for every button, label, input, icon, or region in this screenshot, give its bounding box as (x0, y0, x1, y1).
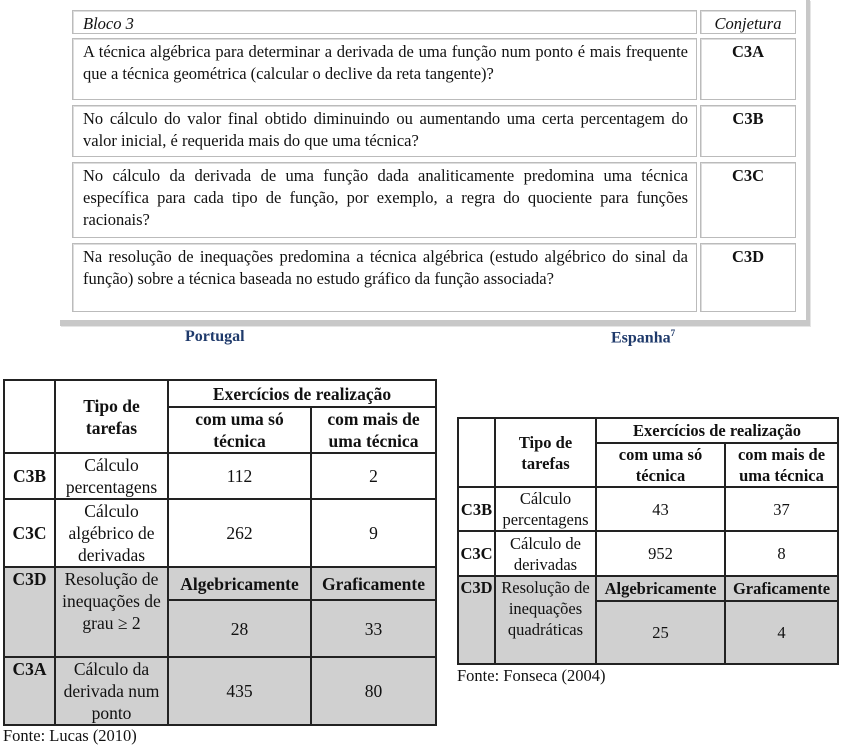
source-note: Fonte: Fonseca (2004) (457, 666, 606, 685)
country-label-spain (611, 328, 675, 347)
header-graphic: Graficamente (311, 567, 436, 600)
row-task: Resolução de inequações de grau ≥ 2 (55, 567, 168, 657)
header-more-techniques: com mais de uma técnica (311, 407, 436, 453)
conjecture-question: A técnica algébrica para determinar a derivada de uma função num ponto é mais frequente que a técnica geométrica (calcular o declive da reta tangente)? (72, 38, 697, 100)
row-task: Cálculo da derivada num ponto (55, 657, 168, 725)
country-label-portugal: Portugal (185, 328, 245, 345)
cell-one: 435 (168, 657, 311, 725)
spain-table (457, 417, 839, 665)
cell-more: 80 (311, 657, 436, 725)
empty-corner (458, 418, 495, 487)
header-task-type: Tipo de tarefas (495, 418, 596, 487)
row-code: C3C (4, 499, 55, 567)
table-row (4, 567, 436, 600)
cell-one: 262 (168, 499, 311, 567)
conjecture-question: No cálculo da derivada de uma função dada analiticamente predomina uma técnica específica para cada tipo de função, por exemplo, a regra do quociente para funções racionais? (72, 162, 697, 238)
header-one-technique: com uma só técnica (596, 443, 725, 487)
conjecture-code: C3A (700, 38, 796, 100)
cell-more: 8 (725, 531, 838, 576)
conjecture-code: C3D (700, 243, 796, 312)
conjecture-question: Na resolução de inequações predomina a técnica algébrica (estudo algébrico do sinal da função) sobre a técnica baseada no estudo gráfico da função associada? (72, 243, 697, 312)
row-task: Cálculo percentagens (495, 487, 596, 531)
block-title: Bloco 3 (72, 10, 697, 34)
cell-more: 2 (311, 453, 436, 499)
source-note: Fonte: Lucas (2010) (3, 726, 137, 745)
header-algebraic: Algebricamente (596, 576, 725, 601)
conjectures-panel (60, 0, 810, 326)
cell-one: 952 (596, 531, 725, 576)
cell-one: 112 (168, 453, 311, 499)
cell-one: 28 (168, 600, 311, 657)
table-row (4, 453, 436, 499)
cell-more: 37 (725, 487, 838, 531)
row-task: Cálculo percentagens (55, 453, 168, 499)
header-task-type: Tipo de tarefas (55, 380, 168, 453)
conjecture-code: C3B (700, 105, 796, 157)
table-row (458, 487, 838, 531)
footnote-marker: 7 (670, 328, 676, 338)
row-code: C3B (458, 487, 495, 531)
header-exercises: Exercícios de realização (596, 418, 838, 443)
table-row (4, 499, 436, 567)
row-task: Resolução de inequações quadráticas (495, 576, 596, 664)
conjecture-question: No cálculo do valor final obtido diminuindo ou aumentando uma certa percentagem do valor inicial, é requerida mais do que uma técnica? (72, 105, 697, 157)
cell-more: 33 (311, 600, 436, 657)
cell-more: 9 (311, 499, 436, 567)
cell-one: 43 (596, 487, 725, 531)
table-row (458, 531, 838, 576)
conjecture-code: C3C (700, 162, 796, 238)
header-exercises: Exercícios de realização (168, 380, 436, 407)
table-row (458, 576, 838, 601)
header-algebraic: Algebricamente (168, 567, 311, 600)
row-code: C3B (4, 453, 55, 499)
conjecture-header: Conjetura (700, 10, 796, 34)
portugal-table (3, 379, 437, 726)
header-more-techniques: com mais de uma técnica (725, 443, 838, 487)
row-code: C3D (458, 576, 495, 664)
cell-more: 4 (725, 601, 838, 664)
table-row (4, 657, 436, 725)
cell-one: 25 (596, 601, 725, 664)
row-code: C3C (458, 531, 495, 576)
header-one-technique: com uma só técnica (168, 407, 311, 453)
country-name: Espanha (611, 329, 671, 347)
row-code: C3A (4, 657, 55, 725)
row-task: Cálculo algébrico de derivadas (55, 499, 168, 567)
empty-corner (4, 380, 55, 453)
header-graphic: Graficamente (725, 576, 838, 601)
row-task: Cálculo de derivadas (495, 531, 596, 576)
row-code: C3D (4, 567, 55, 657)
